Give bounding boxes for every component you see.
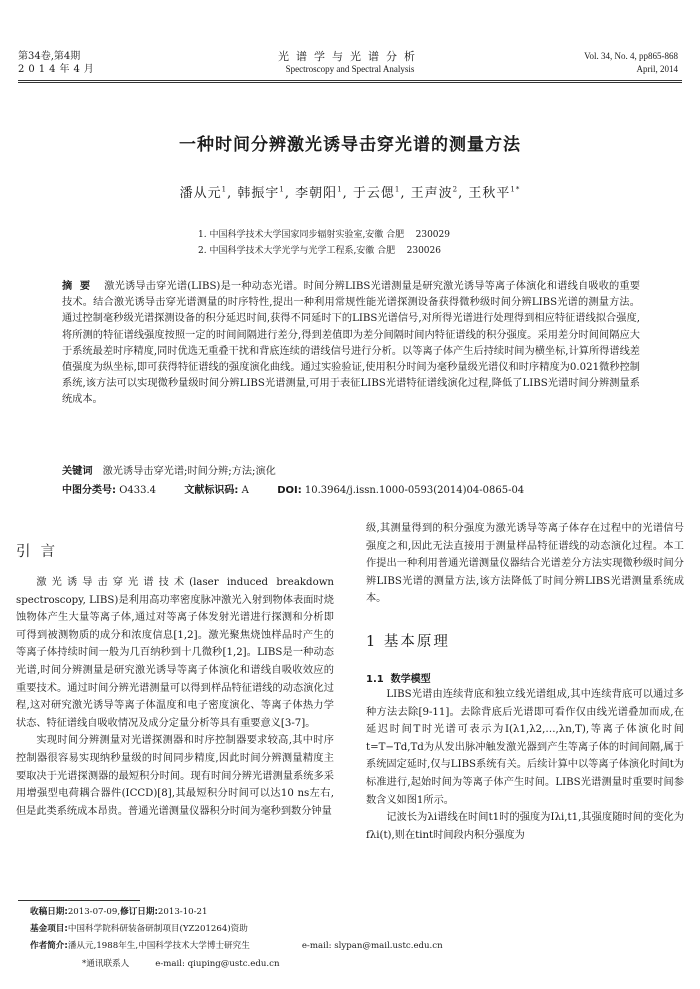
intro-paragraph-1: 激光诱导击穿光谱技术(laser induced breakdown spectroscopy, LIBS)是利用高功率密度脉冲激光入射到物体表面时烧蚀物体产生大量等离子体,通过对等离子体发射光谱进行探测和分析即可得到被测物质的成分和浓度信息[1,2]。激光聚焦烧蚀样品时产生的等离子体持续时间一般为几百纳秒到十几微秒[1,2]。LIBS是一种动态光谱,时间分辨测量是研究激光诱导等离子体演化和谱线自吸收效应的重要技术。通过时间分辨光谱测量可以得到样品特征谱线的动态演化过程,这对研究激光诱导等离子体温度和电子密度演化、等离子体热力学状态、特征谱线自吸收情况及成分定量分析等具有重要意义[3-7]。 bbox=[16, 577, 334, 729]
header-rule-second bbox=[18, 82, 682, 83]
header-issue bbox=[584, 50, 678, 76]
abstract-label: 摘 要 bbox=[62, 281, 91, 292]
section1-subheading: 1.1 数学模型 bbox=[366, 674, 431, 685]
keywords bbox=[62, 464, 276, 480]
author-sup: 2 bbox=[452, 185, 459, 194]
doi-label: DOI: bbox=[277, 485, 302, 496]
author-bio-label: 作者简介: bbox=[30, 941, 68, 952]
footnote-dates: 收稿日期:2013-07-09,修订日期:2013-10-21 bbox=[30, 907, 208, 917]
corresponding-label: *通讯联系人 bbox=[82, 958, 130, 969]
section1-paragraph-2: 记波长为λi谱线在时间t1时的强度为Iλi,t1,其强度随时间的变化为fλi(t),则在tint时间段内积分强度为 bbox=[366, 812, 684, 841]
intro-paragraph-3: 级,其测量得到的积分强度为激光诱导等离子体存在过程中的光谱信号强度之和,因此无法直接用于测量样品特征谱线的动态演化过程。本工作提出一种利用普通光谱测量仪器结合光谱差分方法实现微秒级时间分辨LIBS光谱的测量方法,该方法降低了时间分辨LIBS光谱测量系统成本。 bbox=[366, 523, 684, 605]
doc-code-value: A bbox=[241, 485, 249, 496]
fund-label: 基金项目: bbox=[30, 924, 68, 935]
section1-paragraph-1: LIBS光谱由连续背底和独立线光谱组成,其中连续背底可以通过多种方法去除[9-11]。去除背底后光谱即可看作仅由线光谱叠加而成,在延迟时间T时光谱可表示为I(λ1,λ2,…,λn,T),等离子体演化时间t=T−Td,Td为从发出脉冲触发激光器到产生等离子体的时间间隔,属于系统固定延时,仅与LIBS系统有关。后续计算中以等离子体演化时间t为标准进行,起始时间为等离子体产生时间。LIBS光谱测量时重要时间参数含义如图1所示。 bbox=[366, 689, 684, 806]
footnote-corresponding bbox=[30, 956, 443, 973]
author-sup: 1 bbox=[221, 185, 228, 194]
header-rule bbox=[18, 80, 682, 81]
journal-title-cn: 光谱学与光谱分析 bbox=[278, 50, 422, 63]
author-bio: 潘从元,1988年生,中国科学技术大学博士研究生 bbox=[67, 941, 250, 952]
classification-row bbox=[62, 483, 524, 499]
header-volume-cn: 第34卷,第4期 bbox=[18, 51, 81, 62]
right-column-top bbox=[366, 520, 684, 608]
header-date-en: April, 2014 bbox=[636, 64, 678, 74]
author-name: 王声波 bbox=[410, 186, 453, 201]
affiliations bbox=[198, 227, 450, 259]
section1-heading: 1 基本原理 bbox=[366, 634, 450, 650]
intro-heading: 引言 bbox=[16, 544, 65, 560]
author-sup: 1 bbox=[279, 185, 285, 194]
left-column bbox=[16, 574, 334, 820]
author-name: 韩振宇 bbox=[237, 186, 280, 201]
revised-label: 修订日期: bbox=[120, 907, 158, 917]
fund-text: 中国科学院科研装备研制项目(YZ201264)资助 bbox=[67, 924, 248, 935]
keywords-text: 激光诱导击穿光谱;时间分辨;方法;演化 bbox=[102, 466, 276, 477]
footnote-fund bbox=[30, 921, 443, 938]
revised-date: 2013-10-21 bbox=[157, 907, 208, 917]
clc-label: 中图分类号: bbox=[62, 485, 116, 496]
affiliation-1: 1. 中国科学技术大学国家同步辐射实验室,安徽 合肥 230029 bbox=[198, 230, 450, 240]
intro-paragraph-2: 实现时间分辨测量对光谱探测器和时序控制器要求较高,其中时序控制器很容易实现纳秒量级的时间同步精度,因此时间分辨测量精度主要取决于光谱探测器的最短积分时间。现有时间分辨光谱测量系统多采用增强型电荷耦合器件(ICCD)[8],其最短积分时间可以达10 ns左右,但是此类系统成本昂贵。普通光谱测量仪器积分时间为毫秒到数分钟量 bbox=[16, 735, 334, 817]
footnote-author bbox=[30, 938, 443, 955]
author-sup: 1* bbox=[510, 185, 521, 194]
doi-value: 10.3964/j.issn.1000-0593(2014)04-0865-04 bbox=[304, 485, 525, 496]
footnotes bbox=[30, 904, 443, 973]
footnote-rule bbox=[18, 900, 140, 901]
keywords-label: 关键词 bbox=[62, 466, 93, 477]
received-date: 2013-07-09 bbox=[67, 907, 118, 917]
paper-title: 一种时间分辨激光诱导击穿光谱的测量方法 bbox=[179, 135, 521, 155]
author-name: 于云偲 bbox=[352, 186, 395, 201]
author-email: e-mail: slypan@mail.ustc.edu.cn bbox=[301, 941, 443, 952]
abstract bbox=[62, 279, 640, 409]
clc-value: O433.4 bbox=[119, 485, 157, 496]
abstract-text: 激光诱导击穿光谱(LIBS)是一种动态光谱。时间分辨LIBS光谱测量是研究激光诱导等离子体演化和谱线自吸收的重要技术。结合激光诱导击穿光谱测量的时序特性,提出一种利用常规性能光谱探测设备获得微秒级时间分辨LIBS光谱的测量方法。通过控制毫秒级光谱探测设备的积分延迟时间,获得不同延时下的LIBS光谱信号,对所得光谱进行处理得到相应特征谱线拟合强度,将所测的特征谱线强度按照一定的时间间隔进行差分,得到差值即为差分间隔时间内特征谱线的积分强度。采用差分时间间隔应大于系统最差时序精度,同时优选无重叠干扰和背底连续的谱线信号进行分析。以等离子体产生后持续时间为横坐标,计算所得谱线差值强度为纵坐标,即可获得特征谱线的强度演化曲线。通过实验验证,使用积分时间为毫秒量级光谱仪和时序精度为0.021微秒控制系统,该方法可以实现微秒量级时间分辨LIBS光谱测量,可用于表征LIBS光谱特征谱线演化过程,降低了LIBS光谱时间分辨测量系统成本。 bbox=[62, 281, 640, 406]
header-volume-en: Vol. 34, No. 4, pp865-868 bbox=[584, 51, 678, 61]
author-name: 王秋平 bbox=[468, 186, 511, 201]
author-list: 潘从元$^1$, 韩振宇$^1$, 李朝阳$^1$, 于云偲$^1$, 王声波$^2$, 王秋平$^{1*}$ bbox=[179, 185, 521, 201]
doc-code-label: 文献标识码: bbox=[184, 485, 239, 496]
journal-title-en: Spectroscopy and Spectral Analysis bbox=[285, 64, 415, 74]
header-date-cn: 2014年4月 bbox=[18, 64, 98, 75]
author-sup: 1 bbox=[337, 185, 343, 194]
author-name: 潘从元 bbox=[179, 186, 222, 201]
received-label: 收稿日期: bbox=[30, 907, 68, 917]
author-name: 李朝阳 bbox=[295, 186, 338, 201]
right-column-body bbox=[366, 686, 684, 844]
corresponding-email: e-mail: qiuping@ustc.edu.cn bbox=[155, 958, 280, 969]
author-sup: 1 bbox=[394, 185, 401, 194]
affiliation-2: 2. 中国科学技术大学光学与光学工程系,安徽 合肥 230026 bbox=[198, 246, 441, 256]
